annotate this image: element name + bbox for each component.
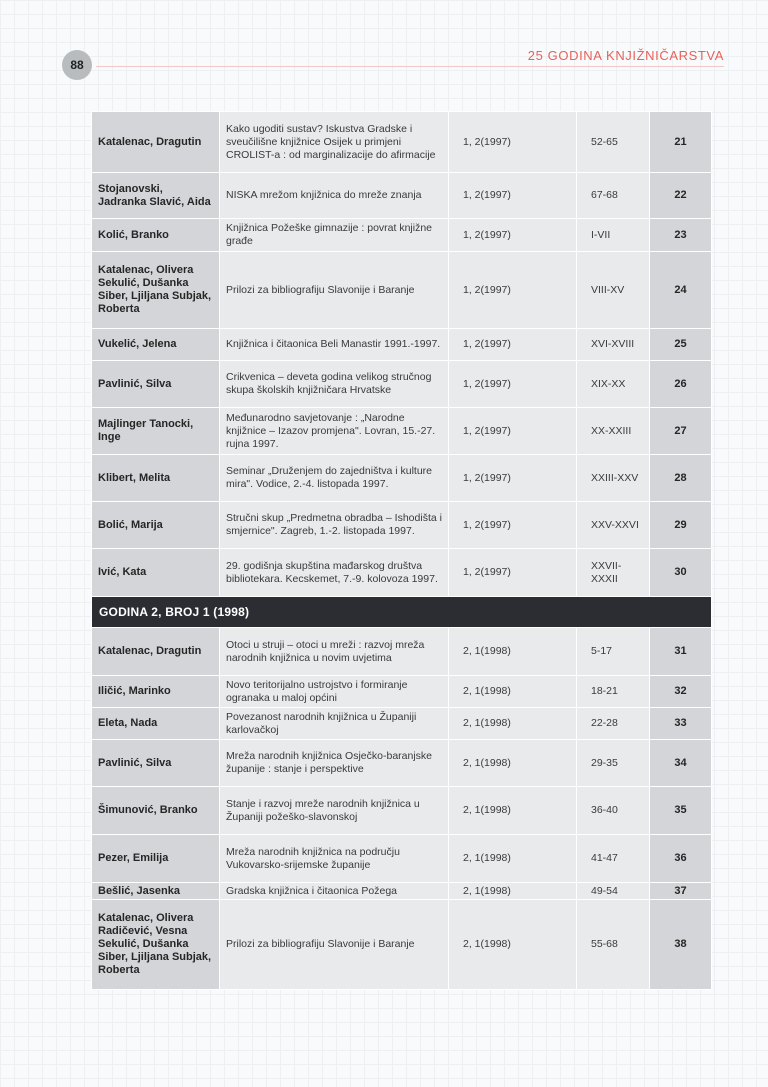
issue-cell: 1, 2(1997) (449, 502, 577, 549)
table-row (92, 502, 712, 549)
issue-cell: 1, 2(1997) (449, 361, 577, 408)
pages-cell: 52-65 (577, 112, 650, 173)
entry-number-cell: 32 (650, 676, 712, 708)
issue-cell: 2, 1(1998) (449, 740, 577, 787)
issue-cell: 1, 2(1997) (449, 455, 577, 502)
pages-cell: 29-35 (577, 740, 650, 787)
author-cell: Šimunović, Branko (92, 787, 220, 835)
running-header-title: 25 GODINA KNJIŽNIČARSTVA (527, 48, 724, 63)
issue-cell: 1, 2(1997) (449, 173, 577, 219)
bibliography-table (91, 111, 712, 990)
page-number: 88 (62, 50, 92, 80)
table-row (92, 835, 712, 883)
table-row (92, 455, 712, 502)
table-row (92, 883, 712, 900)
entry-number-cell: 33 (650, 708, 712, 740)
table-row (92, 549, 712, 597)
pages-cell: 36-40 (577, 787, 650, 835)
pages-cell: 22-28 (577, 708, 650, 740)
entry-number-cell: 38 (650, 900, 712, 990)
author-cell: Katalenac, Olivera Radičević, Vesna Sekulić, Dušanka Siber, Ljiljana Subjak, Roberta (92, 900, 220, 990)
author-cell: Iličić, Marinko (92, 676, 220, 708)
table-row (92, 173, 712, 219)
title-cell: Knjižnica Požeške gimnazije : povrat knjižne građe (220, 219, 449, 252)
pages-cell: 67-68 (577, 173, 650, 219)
author-cell: Kolić, Branko (92, 219, 220, 252)
table-row (92, 708, 712, 740)
table-row (92, 408, 712, 455)
title-cell: Otoci u struji – otoci u mreži : razvoj mreža narodnih knjižnica u novim uvjetima (220, 628, 449, 676)
header-rule (96, 66, 724, 67)
title-cell: Knjižnica i čitaonica Beli Manastir 1991.-1997. (220, 329, 449, 361)
title-cell: Povezanost narodnih knjižnica u Županiji karlovačkoj (220, 708, 449, 740)
entry-number-cell: 24 (650, 252, 712, 329)
table-row (92, 329, 712, 361)
pages-cell: VIII-XV (577, 252, 650, 329)
entry-number-cell: 31 (650, 628, 712, 676)
pages-cell: XXVII-XXXII (577, 549, 650, 597)
table-row (92, 219, 712, 252)
author-cell: Pavlinić, Silva (92, 740, 220, 787)
entry-number-cell: 36 (650, 835, 712, 883)
pages-cell: I-VII (577, 219, 650, 252)
author-cell: Pezer, Emilija (92, 835, 220, 883)
issue-cell: 1, 2(1997) (449, 408, 577, 455)
entry-number-cell: 25 (650, 329, 712, 361)
author-cell: Katalenac, Dragutin (92, 112, 220, 173)
entry-number-cell: 23 (650, 219, 712, 252)
section-header-row (92, 597, 712, 628)
pages-cell: XXIII-XXV (577, 455, 650, 502)
title-cell: 29. godišnja skupština mađarskog društva bibliotekara. Kecskemet, 7.-9. kolovoza 1997. (220, 549, 449, 597)
entry-number-cell: 37 (650, 883, 712, 900)
issue-cell: 1, 2(1997) (449, 329, 577, 361)
section-header: GODINA 2, BROJ 1 (1998) (92, 597, 712, 628)
title-cell: Stručni skup „Predmetna obradba – Ishodišta i smjernice". Zagreb, 1.-2. listopada 1997. (220, 502, 449, 549)
author-cell: Klibert, Melita (92, 455, 220, 502)
author-cell: Katalenac, Olivera Sekulić, Dušanka Siber, Ljiljana Subjak, Roberta (92, 252, 220, 329)
issue-cell: 2, 1(1998) (449, 883, 577, 900)
issue-cell: 1, 2(1997) (449, 112, 577, 173)
table-row (92, 900, 712, 990)
entry-number-cell: 35 (650, 787, 712, 835)
issue-cell: 2, 1(1998) (449, 676, 577, 708)
title-cell: Mreža narodnih knjižnica na području Vukovarsko-srijemske županije (220, 835, 449, 883)
title-cell: Međunarodno savjetovanje : „Narodne knjižnice – Izazov promjena". Lovran, 15.-27. rujna 1997. (220, 408, 449, 455)
issue-cell: 1, 2(1997) (449, 549, 577, 597)
table-row (92, 628, 712, 676)
title-cell: Prilozi za bibliografiju Slavonije i Baranje (220, 900, 449, 990)
entry-number-cell: 26 (650, 361, 712, 408)
table-row (92, 112, 712, 173)
author-cell: Eleta, Nada (92, 708, 220, 740)
issue-cell: 2, 1(1998) (449, 708, 577, 740)
title-cell: Novo teritorijalno ustrojstvo i formiranje ogranaka u maloj općini (220, 676, 449, 708)
entry-number-cell: 29 (650, 502, 712, 549)
title-cell: Seminar „Druženjem do zajedništva i kulture mira". Vodice, 2.-4. listopada 1997. (220, 455, 449, 502)
title-cell: Prilozi za bibliografiju Slavonije i Baranje (220, 252, 449, 329)
entry-number-cell: 22 (650, 173, 712, 219)
entry-number-cell: 28 (650, 455, 712, 502)
title-cell: NISKA mrežom knjižnica do mreže znanja (220, 173, 449, 219)
issue-cell: 1, 2(1997) (449, 219, 577, 252)
author-cell: Bešlić, Jasenka (92, 883, 220, 900)
pages-cell: 41-47 (577, 835, 650, 883)
title-cell: Kako ugoditi sustav? Iskustva Gradske i sveučilišne knjižnice Osijek u primjeni CROLIST-a : od marginalizacije do afirmacije (220, 112, 449, 173)
author-cell: Majlinger Tanocki, Inge (92, 408, 220, 455)
entry-number-cell: 30 (650, 549, 712, 597)
title-cell: Stanje i razvoj mreže narodnih knjižnica u Županiji požeško-slavonskoj (220, 787, 449, 835)
issue-cell: 2, 1(1998) (449, 787, 577, 835)
title-cell: Crikvenica – deveta godina velikog stručnog skupa školskih knjižničara Hrvatske (220, 361, 449, 408)
issue-cell: 2, 1(1998) (449, 900, 577, 990)
author-cell: Pavlinić, Silva (92, 361, 220, 408)
issue-cell: 2, 1(1998) (449, 628, 577, 676)
pages-cell: XX-XXIII (577, 408, 650, 455)
title-cell: Mreža narodnih knjižnica Osječko-baranjske županije : stanje i perspektive (220, 740, 449, 787)
entry-number-cell: 21 (650, 112, 712, 173)
issue-cell: 2, 1(1998) (449, 835, 577, 883)
table-row (92, 361, 712, 408)
pages-cell: 55-68 (577, 900, 650, 990)
author-cell: Ivić, Kata (92, 549, 220, 597)
author-cell: Stojanovski, Jadranka Slavić, Aida (92, 173, 220, 219)
pages-cell: 5-17 (577, 628, 650, 676)
title-cell: Gradska knjižnica i čitaonica Požega (220, 883, 449, 900)
pages-cell: XIX-XX (577, 361, 650, 408)
entry-number-cell: 27 (650, 408, 712, 455)
pages-cell: 49-54 (577, 883, 650, 900)
table-row (92, 787, 712, 835)
pages-cell: XXV-XXVI (577, 502, 650, 549)
table-row (92, 252, 712, 329)
entry-number-cell: 34 (650, 740, 712, 787)
author-cell: Katalenac, Dragutin (92, 628, 220, 676)
table-row (92, 740, 712, 787)
issue-cell: 1, 2(1997) (449, 252, 577, 329)
table-row (92, 676, 712, 708)
pages-cell: 18-21 (577, 676, 650, 708)
pages-cell: XVI-XVIII (577, 329, 650, 361)
author-cell: Bolić, Marija (92, 502, 220, 549)
author-cell: Vukelić, Jelena (92, 329, 220, 361)
